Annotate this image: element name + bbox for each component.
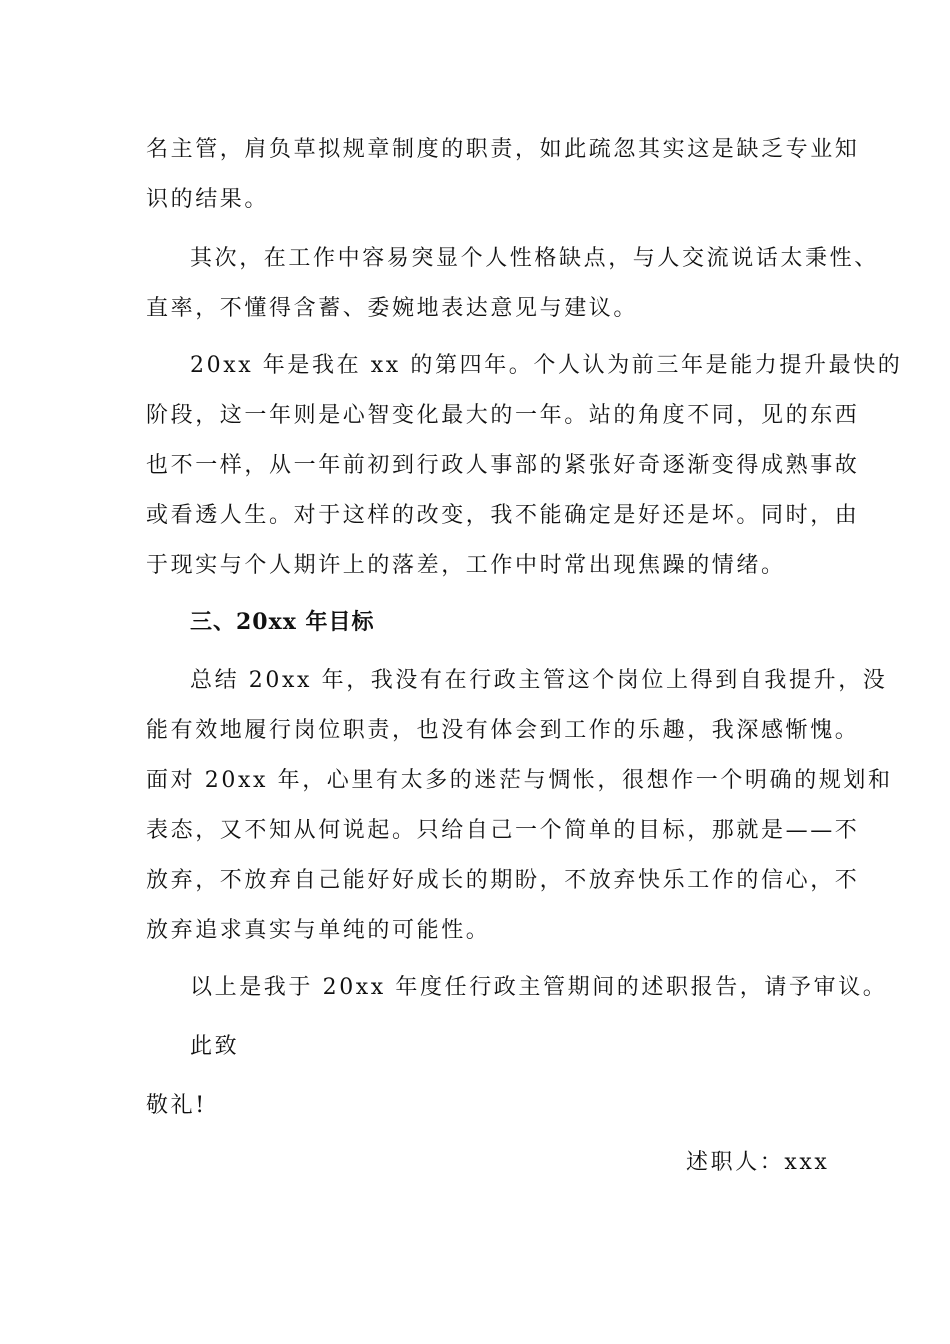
paragraph-line: 表态，又不知从何说起。只给自己一个简单的目标，那就是——不 xyxy=(146,818,860,843)
paragraph-line: 总结 20xx 年，我没有在行政主管这个岗位上得到自我提升，没 xyxy=(190,668,888,693)
paragraph-line: 面对 20xx 年，心里有太多的迷茫与惆怅，很想作一个明确的规划和 xyxy=(146,768,893,793)
paragraph-line: 直率，不懂得含蓄、委婉地表达意见与建议。 xyxy=(146,296,639,321)
section-heading: 三、20xx 年目标 xyxy=(190,609,375,635)
paragraph-line: 识的结果。 xyxy=(146,187,270,212)
paragraph-line: 名主管，肩负草拟规章制度的职责，如此疏忽其实这是缺乏专业知 xyxy=(146,137,860,162)
paragraph-line: 放弃，不放弃自己能好好成长的期盼，不放弃快乐工作的信心，不 xyxy=(146,868,860,893)
paragraph-line: 或看透人生。对于这样的改变，我不能确定是好还是坏。同时，由 xyxy=(146,503,860,528)
salutation-respectfully: 此致 xyxy=(190,1034,240,1059)
paragraph-line: 20xx 年是我在 xx 的第四年。个人认为前三年是能力提升最快的 xyxy=(190,353,903,378)
signature: 述职人：xxx xyxy=(686,1150,830,1175)
salutation-regards: 敬礼! xyxy=(146,1093,207,1118)
paragraph-line: 放弃追求真实与单纯的可能性。 xyxy=(146,918,491,943)
paragraph-line: 能有效地履行岗位职责，也没有体会到工作的乐趣，我深感惭愧。 xyxy=(146,718,860,743)
paragraph-line: 于现实与个人期许上的落差，工作中时常出现焦躁的情绪。 xyxy=(146,553,786,578)
paragraph-line: 阶段，这一年则是心智变化最大的一年。站的角度不同，见的东西 xyxy=(146,403,860,428)
paragraph-line: 也不一样，从一年前初到行政人事部的紧张好奇逐渐变得成熟事故 xyxy=(146,453,860,478)
paragraph-line: 其次，在工作中容易突显个人性格缺点，与人交流说话太秉性、 xyxy=(190,246,879,271)
closing-statement: 以上是我于 20xx 年度任行政主管期间的述职报告，请予审议。 xyxy=(190,975,888,1000)
